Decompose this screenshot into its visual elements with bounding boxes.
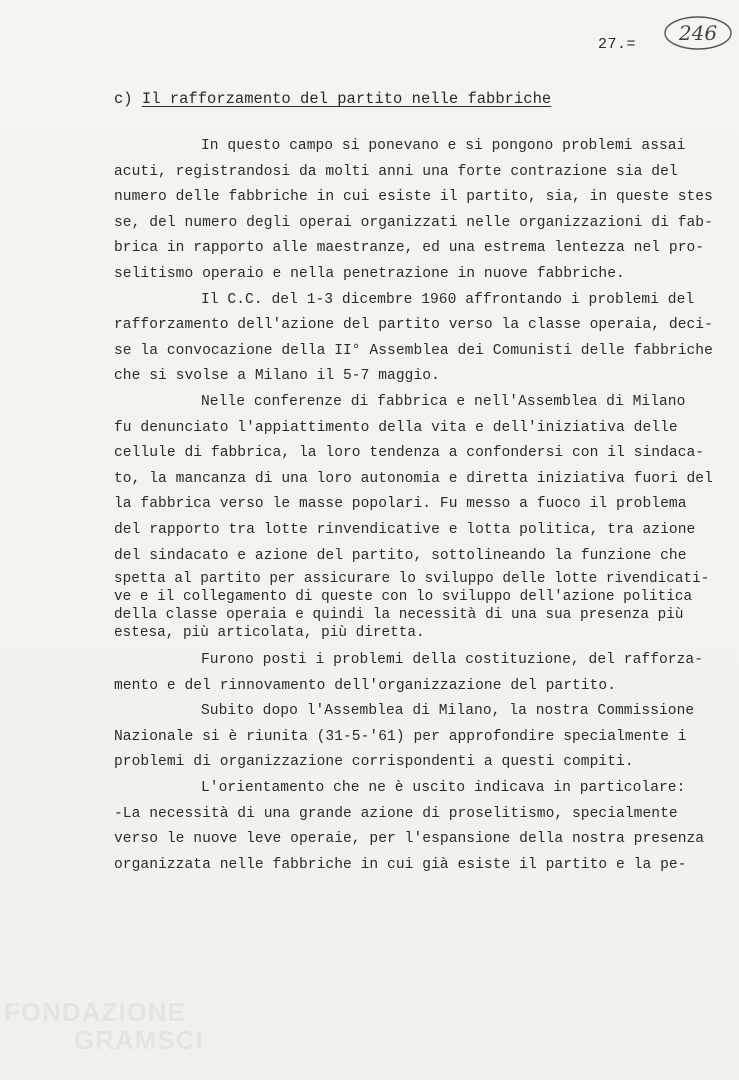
text-line: organizzata nelle fabbriche in cui già esiste il partito e la pe- (114, 856, 687, 873)
text-line: fu denunciato l'appiattimento della vita e dell'iniziativa delle (114, 419, 678, 436)
body-text (114, 134, 734, 878)
watermark-line: FONDAZIONE (4, 997, 186, 1027)
inserted-text-block (114, 570, 734, 642)
text-line: del rapporto tra lotte rinvendicative e lotta politica, tra azione (114, 521, 696, 538)
text-line: Nelle conferenze di fabbrica e nell'Assemblea di Milano (201, 393, 686, 410)
text-line: acuti, registrandosi da molti anni una forte contrazione sia del (114, 163, 678, 180)
text-line: mento e del rinnovamento dell'organizzazione del partito. (114, 677, 617, 694)
heading-title: Il rafforzamento del partito nelle fabbriche (141, 90, 552, 108)
text-line: numero delle fabbriche in cui esiste il partito, sia, in queste stes (114, 189, 713, 206)
text-line: verso le nuove leve operaie, per l'espansione della nostra presenza (114, 831, 705, 848)
text-line: che si svolse a Milano il 5-7 maggio. (114, 368, 440, 385)
text-line: estesa, più articolata, più diretta. (114, 625, 425, 642)
text-line: problemi di organizzazione corrispondenti a questi compiti. (114, 754, 634, 771)
stamp-number: 246 (678, 21, 718, 45)
text-line: Il C.C. del 1-3 dicembre 1960 affrontando i problemi del (201, 291, 695, 308)
stamp-oval-icon (662, 14, 734, 52)
text-line: ve e il collegamento di queste con lo sviluppo dell'azione politica (114, 589, 693, 606)
text-line: Nazionale si è riunita (31-5-'61) per approfondire specialmente i (114, 728, 687, 745)
text-line: spetta al partito per assicurare lo sviluppo delle lotte rivendicati- (114, 571, 710, 588)
text-line: rafforzamento dell'azione del partito verso la classe operaia, deci- (114, 317, 713, 334)
text-line: se la convocazione della II° Assemblea dei Comunisti delle fabbriche (114, 342, 713, 359)
text-line: Subito dopo l'Assemblea di Milano, la nostra Commissione (201, 703, 695, 720)
text-line: del sindacato e azione del partito, sottolineando la funzione che (114, 547, 687, 564)
text-line: selitismo operaio e nella penetrazione in nuove fabbriche. (114, 265, 625, 282)
text-line: la fabbrica verso le masse popolari. Fu messo a fuoco il problema (114, 496, 687, 513)
section-heading (114, 90, 551, 108)
archive-stamp (662, 14, 734, 52)
watermark-logo (4, 998, 204, 1054)
text-line: se, del numero degli operai organizzati nelle organizzazioni di fab- (114, 214, 713, 231)
text-line: L'orientamento che ne è uscito indicava in particolare: (201, 780, 686, 797)
text-line: -La necessità di una grande azione di proselitismo, specialmente (114, 805, 678, 822)
text-line: In questo campo si ponevano e si pongono problemi assai (201, 138, 686, 154)
text-line: cellule di fabbrica, la loro tendenza a confondersi con il sindaca- (114, 445, 705, 462)
text-line: to, la mancanza di una loro autonomia e diretta iniziativa fuori del (114, 470, 713, 487)
watermark-line: GRAMSCI (74, 1025, 204, 1055)
text-line: della classe operaia e quindi la necessità di una sua presenza più (114, 607, 684, 624)
page-number: 27.= (598, 36, 637, 53)
text-line: brica in rapporto alle maestranze, ed una estrema lentezza nel pro- (114, 240, 705, 257)
text-line: Furono posti i problemi della costituzione, del rafforza- (201, 652, 704, 669)
heading-prefix: c) (114, 90, 142, 108)
